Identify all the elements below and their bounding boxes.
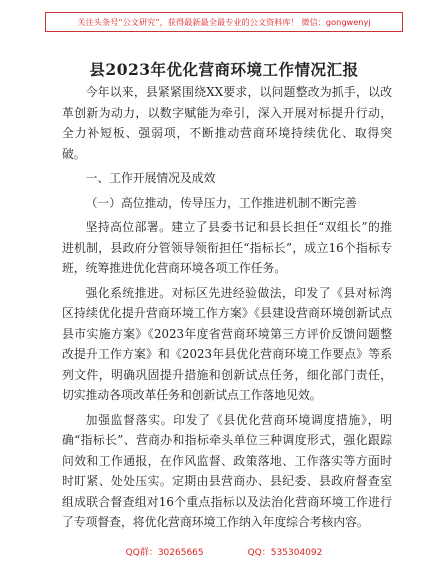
subsection-heading: （一）高位推动，传导压力，工作推进机制不断完善	[85, 195, 357, 210]
footer-contact	[0, 545, 448, 558]
body-paragraph: 强化系统推进。对标区先进经验做法，印发了《县对标湾区持续优化提升营商环境工作方案》《县建设营商环境创新试点县市实施方案》《2023年度省营商环境第三方评价反馈问题整改提升工作方案》和《2023年县优化营商环境工作要点》等系列文件，明确巩固提升措施和创新试点任务，细化部门责任，切实推动各项改革任务和创新试点工作落地见效。	[62, 285, 392, 402]
document-title: 县2023年优化营商环境工作情况汇报	[89, 60, 359, 79]
body-paragraph: 加强监督落实。印发了《县优化营商环境调度措施》，明确“指标长”、营商办和指标牵头单位三种调度形式，强化跟踪问效和工作通报，在作风监督、政策落地、工作落实等方面时时盯紧、处处压实。定期由县营商办、县纪委、县政府督查室组成联合督查组对16个重点指标以及法治化营商环境工作进行了专项督查，将优化营商环境工作纳入年度综合考核内容。	[62, 412, 392, 529]
document-body	[62, 82, 392, 537]
header-banner: 关注头条号“公文研究”，获得最新最全最专业的公文资料库！ 微信：gongwenyj	[45, 12, 403, 32]
body-paragraph: 坚持高位部署。建立了县委书记和县长担任“双组长”的推进机制，县政府分管领导领衔担任“指标长”，成立16个指标专班，统筹推进优化营商环境各项工作任务。	[62, 220, 392, 275]
footer-qq-group: QQ群：30265665	[125, 548, 204, 558]
section-heading: 一、工作开展情况及成效	[85, 171, 216, 185]
footer-qq: QQ：535304092	[247, 548, 323, 558]
intro-paragraph: 今年以来，县紧紧围绕XX要求，以问题整改为抓手，以改革创新为动力，以数字赋能为牵引，深入开展对标提升行动，全力补短板、强弱项，不断推动营商环境持续优化、取得突破。	[62, 85, 392, 161]
